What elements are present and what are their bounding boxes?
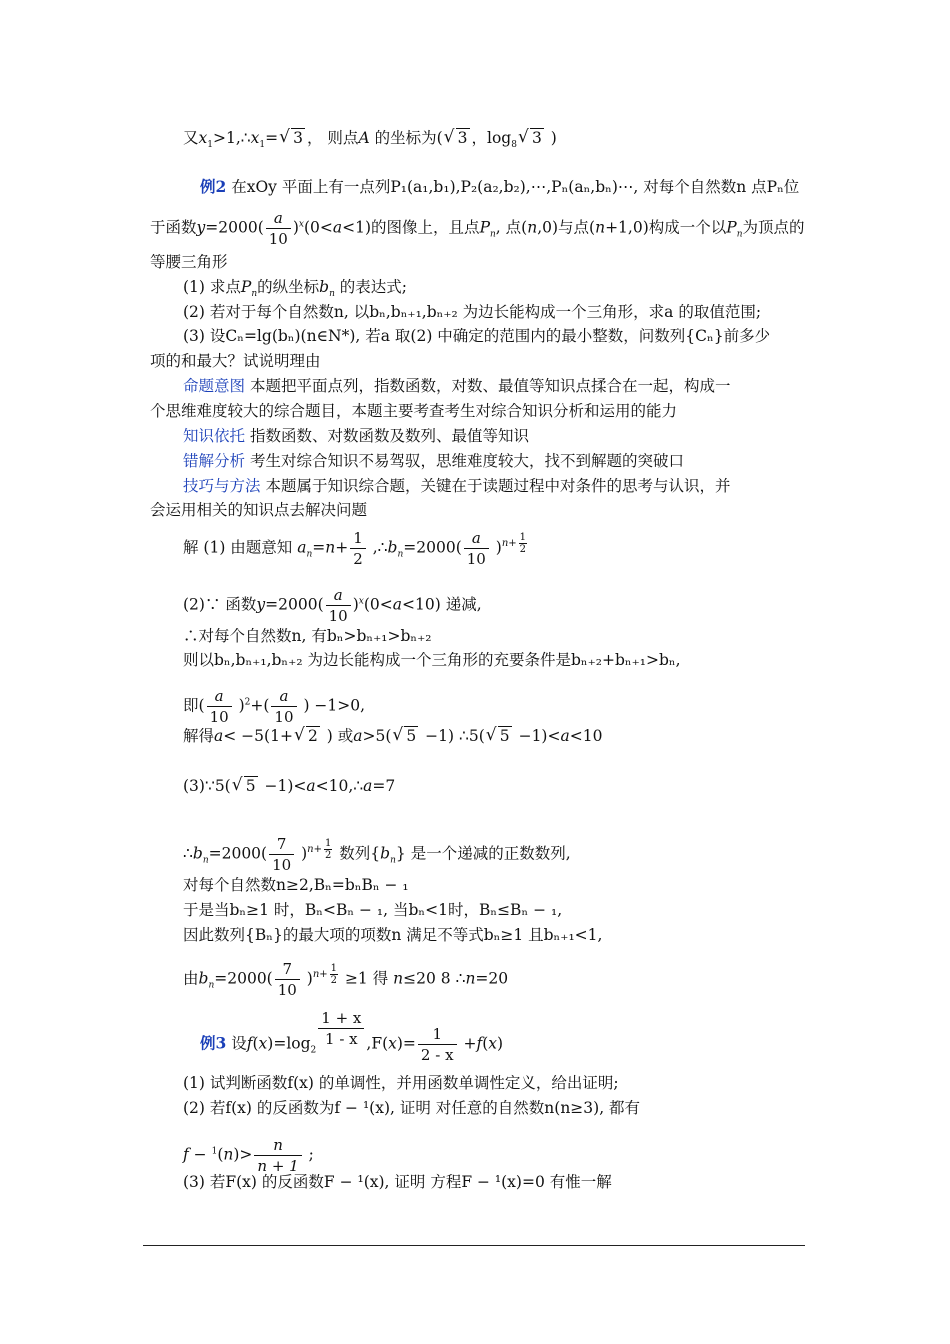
fraction: [464, 528, 489, 569]
numerator: n: [254, 1135, 301, 1156]
line-14: 会运用相关的知识点去解决问题: [150, 501, 368, 519]
text: (: [482, 1034, 489, 1053]
var: n: [465, 969, 476, 988]
text: =20: [475, 969, 509, 988]
text: ≤20 8 ∴: [403, 969, 466, 988]
sub: 8: [511, 140, 517, 151]
var: a: [353, 727, 363, 745]
var: n: [393, 969, 404, 988]
radicand: 5: [245, 777, 256, 795]
denominator: 2: [353, 550, 363, 568]
text: 的坐标为(: [369, 129, 443, 147]
fraction: [418, 1024, 457, 1065]
text: (3)∵5(: [183, 777, 231, 795]
text: ，log: [471, 129, 512, 147]
numerator: a: [266, 208, 291, 229]
var: x: [198, 129, 208, 147]
text: 本题属于知识综合题，关键在于读题过程中对条件的思考与认识，并: [260, 477, 731, 495]
text: ): [497, 1034, 504, 1053]
denominator: 2: [519, 544, 527, 556]
fraction: [275, 959, 300, 1000]
sub: n: [490, 229, 496, 240]
sqrt: [280, 128, 305, 148]
section-label: 命题意图: [183, 377, 246, 395]
text: 的纵坐标: [257, 278, 320, 296]
denominator: 2 - x: [420, 1046, 454, 1064]
sqrt: [295, 726, 320, 746]
text: ): [233, 696, 245, 715]
denominator: 10: [328, 607, 348, 625]
numerator: a: [271, 686, 296, 707]
text: ,F(: [366, 1034, 389, 1053]
radicand: 3: [293, 129, 303, 147]
var: P: [726, 218, 737, 237]
text: ): [296, 844, 308, 863]
var: a: [214, 727, 224, 745]
line-10: 个思维难度较大的综合题目，本题主要考查考生对综合知识分析和运用的能力: [150, 402, 678, 420]
line-3: [150, 208, 805, 249]
var: x: [258, 1034, 268, 1053]
text: =2000(: [403, 538, 462, 557]
line-28: (1) 试判断函数f(x) 的单调性，并用函数单调性定义，给出证明;: [183, 1074, 619, 1092]
exp-text: n+: [307, 844, 322, 856]
denominator: 10: [466, 550, 486, 568]
exp-text: n+: [312, 969, 328, 981]
text: >1,∴: [213, 129, 251, 147]
text: ): [545, 129, 557, 147]
var: n: [595, 218, 606, 237]
denominator: 1 - x: [325, 1030, 358, 1048]
line-19: [183, 686, 365, 727]
text: 设: [226, 1034, 247, 1053]
sqrt: [519, 128, 544, 148]
line-5: [183, 277, 408, 300]
line-24: 于是当bₙ≥1 时，Bₙ<Bₙ − ₁, 当bₙ<1时，Bₙ≤Bₙ − ₁,: [183, 901, 563, 919]
exp: 1: [211, 1146, 218, 1157]
line-12: [183, 451, 684, 471]
text: (: [217, 1145, 224, 1164]
text: ): [490, 538, 502, 557]
var: f −: [183, 1145, 212, 1164]
sub: n: [202, 855, 209, 866]
var: a: [297, 538, 307, 557]
text: ,0)与点(: [537, 218, 596, 237]
numerator: 1: [418, 1024, 457, 1045]
text: =2000(: [205, 218, 264, 237]
fraction: [519, 532, 527, 555]
var: a: [332, 218, 343, 237]
text: (: [252, 1034, 259, 1053]
exponent: [313, 963, 340, 986]
text: +1,0)构成一个以: [605, 218, 727, 237]
numerator: 1: [330, 963, 338, 975]
numerator: a: [207, 686, 232, 707]
text: 由: [183, 969, 199, 988]
denominator: 10: [277, 981, 297, 999]
exp-text: n+: [501, 538, 517, 550]
text: ): [352, 595, 359, 614]
denominator: 10: [272, 856, 292, 874]
line-16: [183, 585, 482, 626]
line-21: [183, 776, 395, 796]
line-26: [183, 959, 508, 1000]
denominator: 10: [209, 708, 229, 726]
text: ): [301, 969, 313, 988]
text: } 是一个递减的正数数列,: [395, 844, 571, 863]
text: < −5(1+: [223, 727, 293, 745]
numerator: 1: [519, 532, 527, 544]
text: =2000(: [214, 969, 273, 988]
var: a: [560, 727, 570, 745]
text: >5(: [362, 727, 392, 745]
fraction: [271, 686, 296, 727]
text: <1)的图像上，且点: [342, 218, 480, 237]
line-25: 因此数列{Bₙ}的最大项的项数n 满足不等式bₙ≥1 且bₙ₊₁<1,: [183, 926, 603, 944]
radicand: 5: [499, 727, 510, 745]
line-1: [183, 128, 557, 151]
line-9: [183, 376, 730, 396]
line-7: (3) 设Cₙ=lg(bₙ)(n∈N*), 若a 取(2) 中确定的范围内的最小整数，问数列{Cₙ}前多少: [183, 327, 771, 345]
text: ， 则点: [307, 129, 359, 147]
denominator: n + 1: [257, 1157, 299, 1175]
fraction: [207, 686, 232, 727]
text: 即(: [183, 696, 205, 715]
text: =: [312, 538, 326, 557]
var: f: [246, 1034, 253, 1053]
var: A: [358, 129, 370, 147]
numerator: 1: [350, 528, 366, 549]
text: 数列{: [334, 844, 381, 863]
numerator: a: [464, 528, 489, 549]
text: =: [265, 129, 279, 147]
sub: 2: [310, 1045, 317, 1056]
var: x: [250, 129, 260, 147]
text: (1) 求点: [183, 278, 241, 296]
line-20: [183, 726, 602, 746]
footer-rule: [143, 1245, 805, 1246]
text: 的表达式;: [334, 278, 408, 296]
text: 于函数: [150, 218, 197, 237]
exponent: [307, 838, 334, 861]
line-29: (2) 若f(x) 的反函数为f − ¹(x), 证明 对任意的自然数n(n≥3), 都有: [183, 1099, 641, 1117]
sub: n: [397, 549, 404, 560]
line-17: ∴对每个自然数n, 有bₙ>bₙ₊₁>bₙ₊₂: [183, 627, 432, 645]
denominator: 10: [274, 708, 294, 726]
text: +: [458, 1034, 477, 1053]
sqrt: [445, 128, 470, 148]
radicand: 2: [307, 727, 318, 745]
radicand: 5: [406, 727, 417, 745]
numerator: a: [326, 585, 351, 606]
var: n: [325, 538, 336, 557]
var: a: [392, 595, 403, 614]
text: (2)∵ 函数: [183, 595, 257, 614]
radicand: 3: [531, 129, 542, 147]
numerator: 1: [325, 838, 332, 850]
var: y: [196, 218, 206, 237]
numerator: 7: [269, 834, 294, 855]
line-11: [183, 426, 529, 446]
sub: 1: [207, 140, 213, 151]
section-label: 错解分析: [183, 452, 246, 470]
example-label: 例2: [200, 177, 227, 196]
radicand: 3: [457, 129, 468, 147]
text: <10,∴: [315, 777, 364, 795]
text: 又: [183, 129, 199, 147]
denominator: 10: [268, 230, 288, 248]
fraction: [266, 208, 291, 249]
text: (0<: [304, 218, 333, 237]
text: −1)<: [259, 777, 307, 795]
sub: n: [329, 289, 335, 300]
var: f: [476, 1034, 483, 1053]
var: n: [527, 218, 538, 237]
var: a: [363, 777, 373, 795]
text: ) 或: [321, 727, 354, 745]
line-6: (2) 若对于每个自然数n, 以bₙ,bₙ₊₁,bₙ₊₂ 为边长能构成一个三角形，求a 的取值范围;: [183, 303, 762, 321]
var: b: [387, 538, 398, 557]
section-label: 技巧与方法: [183, 477, 261, 495]
var: b: [319, 278, 330, 296]
fraction: [269, 834, 294, 875]
line-27: [200, 1009, 504, 1065]
line-2: [200, 177, 799, 197]
var: a: [306, 777, 316, 795]
sqrt: [233, 776, 258, 796]
var: P: [240, 278, 252, 296]
denominator: 2: [330, 975, 338, 987]
fraction: [350, 528, 366, 569]
var: y: [256, 595, 266, 614]
sub: n: [306, 549, 313, 560]
exp: 2: [244, 697, 251, 708]
line-18: 则以bₙ,bₙ₊₁,bₙ₊₂ 为边长能构成一个三角形的充要条件是bₙ₊₂+bₙ₊₁>bₙ,: [183, 651, 681, 669]
denominator: 2: [325, 850, 332, 862]
text: 考生对综合知识不易驾驭，思维难度较大，找不到解题的突破口: [245, 452, 684, 470]
text: 指数函数、对数函数及数列、最值等知识: [245, 427, 529, 445]
line-22: [183, 834, 571, 875]
text: )=log: [267, 1034, 311, 1053]
var: b: [192, 844, 203, 863]
sub: n: [736, 229, 743, 240]
text: 解得: [183, 727, 215, 745]
text: <10: [569, 727, 603, 745]
numerator: 1 + x: [318, 1008, 364, 1029]
text: ∴: [183, 844, 193, 863]
var: x: [488, 1034, 498, 1053]
line-31: (3) 若F(x) 的反函数F − ¹(x), 证明 方程F − ¹(x)=0 有惟一解: [183, 1173, 612, 1191]
text: +(: [250, 696, 270, 715]
sub: n: [390, 855, 396, 866]
text: <10) 递减,: [402, 595, 482, 614]
text: ) −1>0,: [298, 696, 366, 715]
fraction: [318, 1008, 364, 1049]
fraction: [324, 838, 332, 861]
numerator: 7: [275, 959, 300, 980]
text: 本题把平面点列，指数函数，对数、最值等知识点揉合在一起，构成一: [245, 377, 731, 395]
text: ≥1 得: [340, 969, 394, 988]
line-30: [183, 1135, 314, 1176]
text: =7: [372, 777, 396, 795]
exp: x: [358, 596, 364, 607]
section-label: 知识依托: [183, 427, 246, 445]
line-8: 项的和最大？试说明理由: [150, 352, 321, 370]
text: =2000(: [265, 595, 324, 614]
text: =2000(: [208, 844, 268, 863]
text: −1)<: [513, 727, 561, 745]
sub: n: [208, 980, 215, 991]
var: b: [198, 969, 209, 988]
sub: 1: [259, 140, 266, 151]
var: b: [380, 844, 391, 863]
text: 在xOy 平面上有一点列P₁(a₁,b₁),P₂(a₂,b₂),⋯,Pₙ(aₙ,bₙ)⋯, 对每个自然数n 点Pₙ位: [226, 178, 800, 196]
sub: n: [251, 289, 258, 300]
fraction: [326, 585, 351, 626]
text: +: [335, 538, 349, 557]
exp: x: [298, 219, 304, 230]
fraction: [254, 1135, 301, 1176]
text: ,∴: [367, 538, 388, 557]
var: P: [479, 218, 490, 237]
text: , 点(: [495, 218, 528, 237]
text: )>: [233, 1145, 253, 1164]
example-label: 例3: [200, 1033, 227, 1053]
text: (0<: [363, 595, 393, 614]
text: ): [292, 218, 299, 237]
line-23: 对每个自然数n≥2,Bₙ=bₙBₙ − ₁: [183, 876, 409, 894]
text: 解 (1) 由题意知: [183, 538, 298, 557]
text: )=: [396, 1034, 416, 1053]
var: n: [223, 1145, 234, 1164]
fraction: [330, 963, 338, 986]
exponent: [502, 532, 529, 555]
text: 为顶点的: [742, 218, 805, 237]
text: ;: [303, 1145, 314, 1164]
line-4: 等腰三角形: [150, 253, 228, 271]
line-13: [183, 476, 730, 496]
line-15: [183, 528, 529, 569]
var: x: [388, 1034, 397, 1053]
sqrt: [393, 726, 418, 746]
text: −1) ∴5(: [420, 727, 485, 745]
sqrt: [487, 726, 512, 746]
